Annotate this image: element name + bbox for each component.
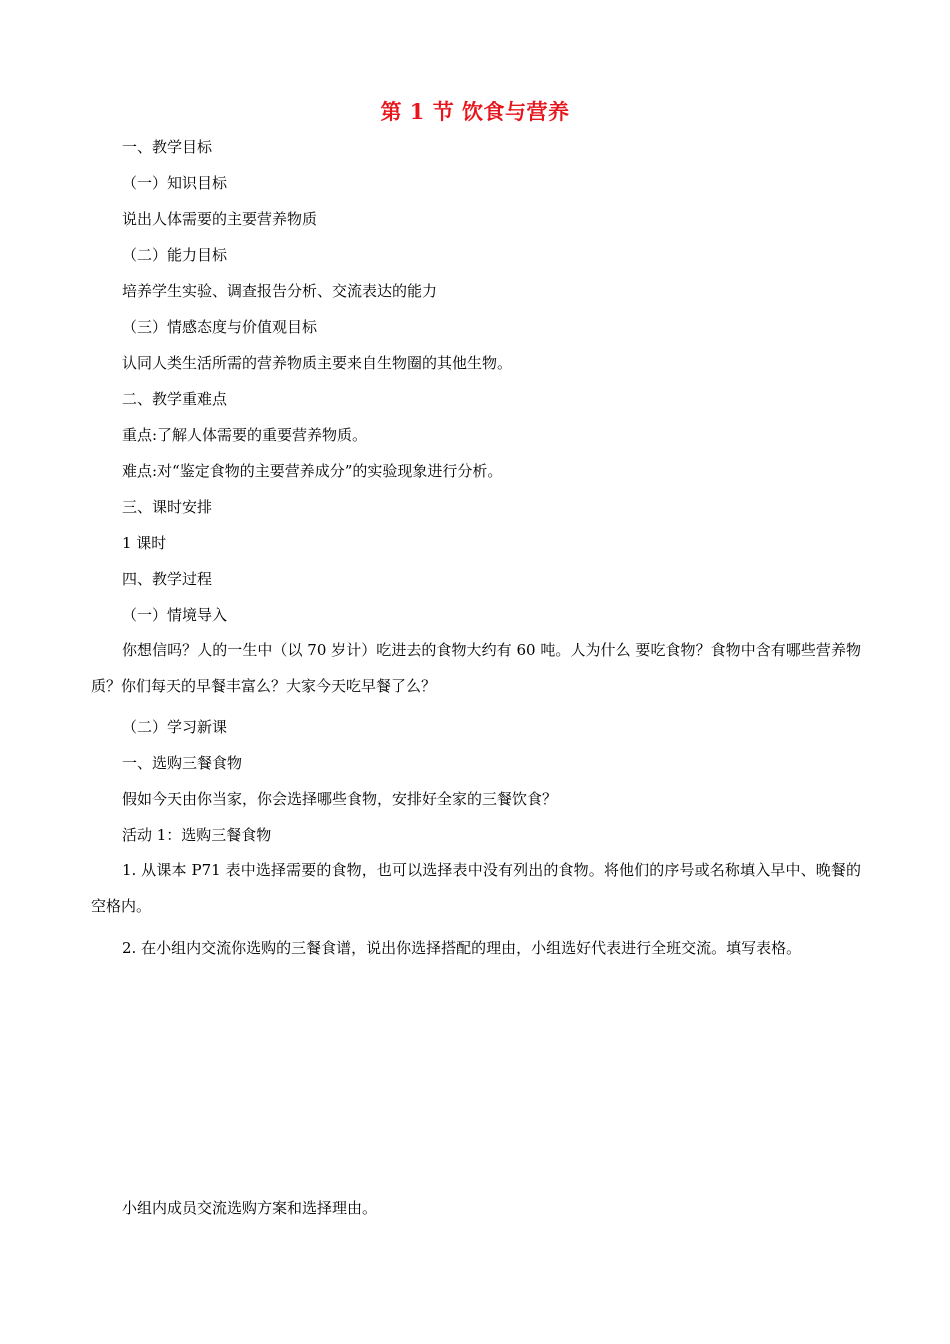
closing-line: 小组内成员交流选购方案和选择理由。 [122, 1199, 378, 1217]
activity-heading: 活动 1：选购三餐食物 [122, 826, 272, 844]
text-line: 假如今天由你当家，你会选择哪些食物，安排好全家的三餐饮食？ [122, 790, 558, 808]
page-title: 第 1 节 饮食与营养 [380, 99, 570, 124]
subheading-ability: （二）能力目标 [122, 246, 228, 264]
section-heading-schedule: 三、课时安排 [122, 498, 213, 516]
subheading-knowledge: （一）知识目标 [122, 174, 228, 192]
intro-paragraph: 你想信吗？人的一生中（以 70 岁计）吃进去的食物大约有 60 吨。人为什么 要吃食物？食物中含有哪些营养物质？你们每天的早餐丰富么？大家今天吃早餐了么？ [91, 641, 861, 695]
section-heading-process: 四、教学过程 [122, 570, 213, 588]
section-heading-objectives: 一、教学目标 [122, 138, 213, 156]
subheading-new-lesson: （二）学习新课 [122, 718, 228, 736]
text-line: 1 课时 [122, 534, 167, 552]
subheading-introduction: （一）情境导入 [122, 606, 228, 624]
text-line: 认同人类生活所需的营养物质主要来自生物圈的其他生物。 [122, 354, 513, 372]
section-heading-key-points: 二、教学重难点 [122, 390, 228, 408]
section-heading-selection: 一、选购三餐食物 [122, 754, 243, 772]
text-line: 重点:了解人体需要的重要营养物质。 [122, 426, 368, 444]
step-two-paragraph: 2. 在小组内交流你选购的三餐食谱，说出你选择搭配的理由，小组选好代表进行全班交流。填写表格。 [122, 939, 802, 957]
step-one-paragraph: 1. 从课本 P71 表中选择需要的食物，也可以选择表中没有列出的食物。将他们的序号或名称填入早中、晚餐的空格内。 [91, 861, 861, 915]
text-line: 培养学生实验、调查报告分析、交流表达的能力 [122, 282, 438, 300]
text-line: 难点:对“鉴定食物的主要营养成分”的实验现象进行分析。 [122, 462, 503, 480]
text-line: 说出人体需要的主要营养物质 [122, 210, 318, 228]
subheading-attitude: （三）情感态度与价值观目标 [122, 318, 318, 336]
